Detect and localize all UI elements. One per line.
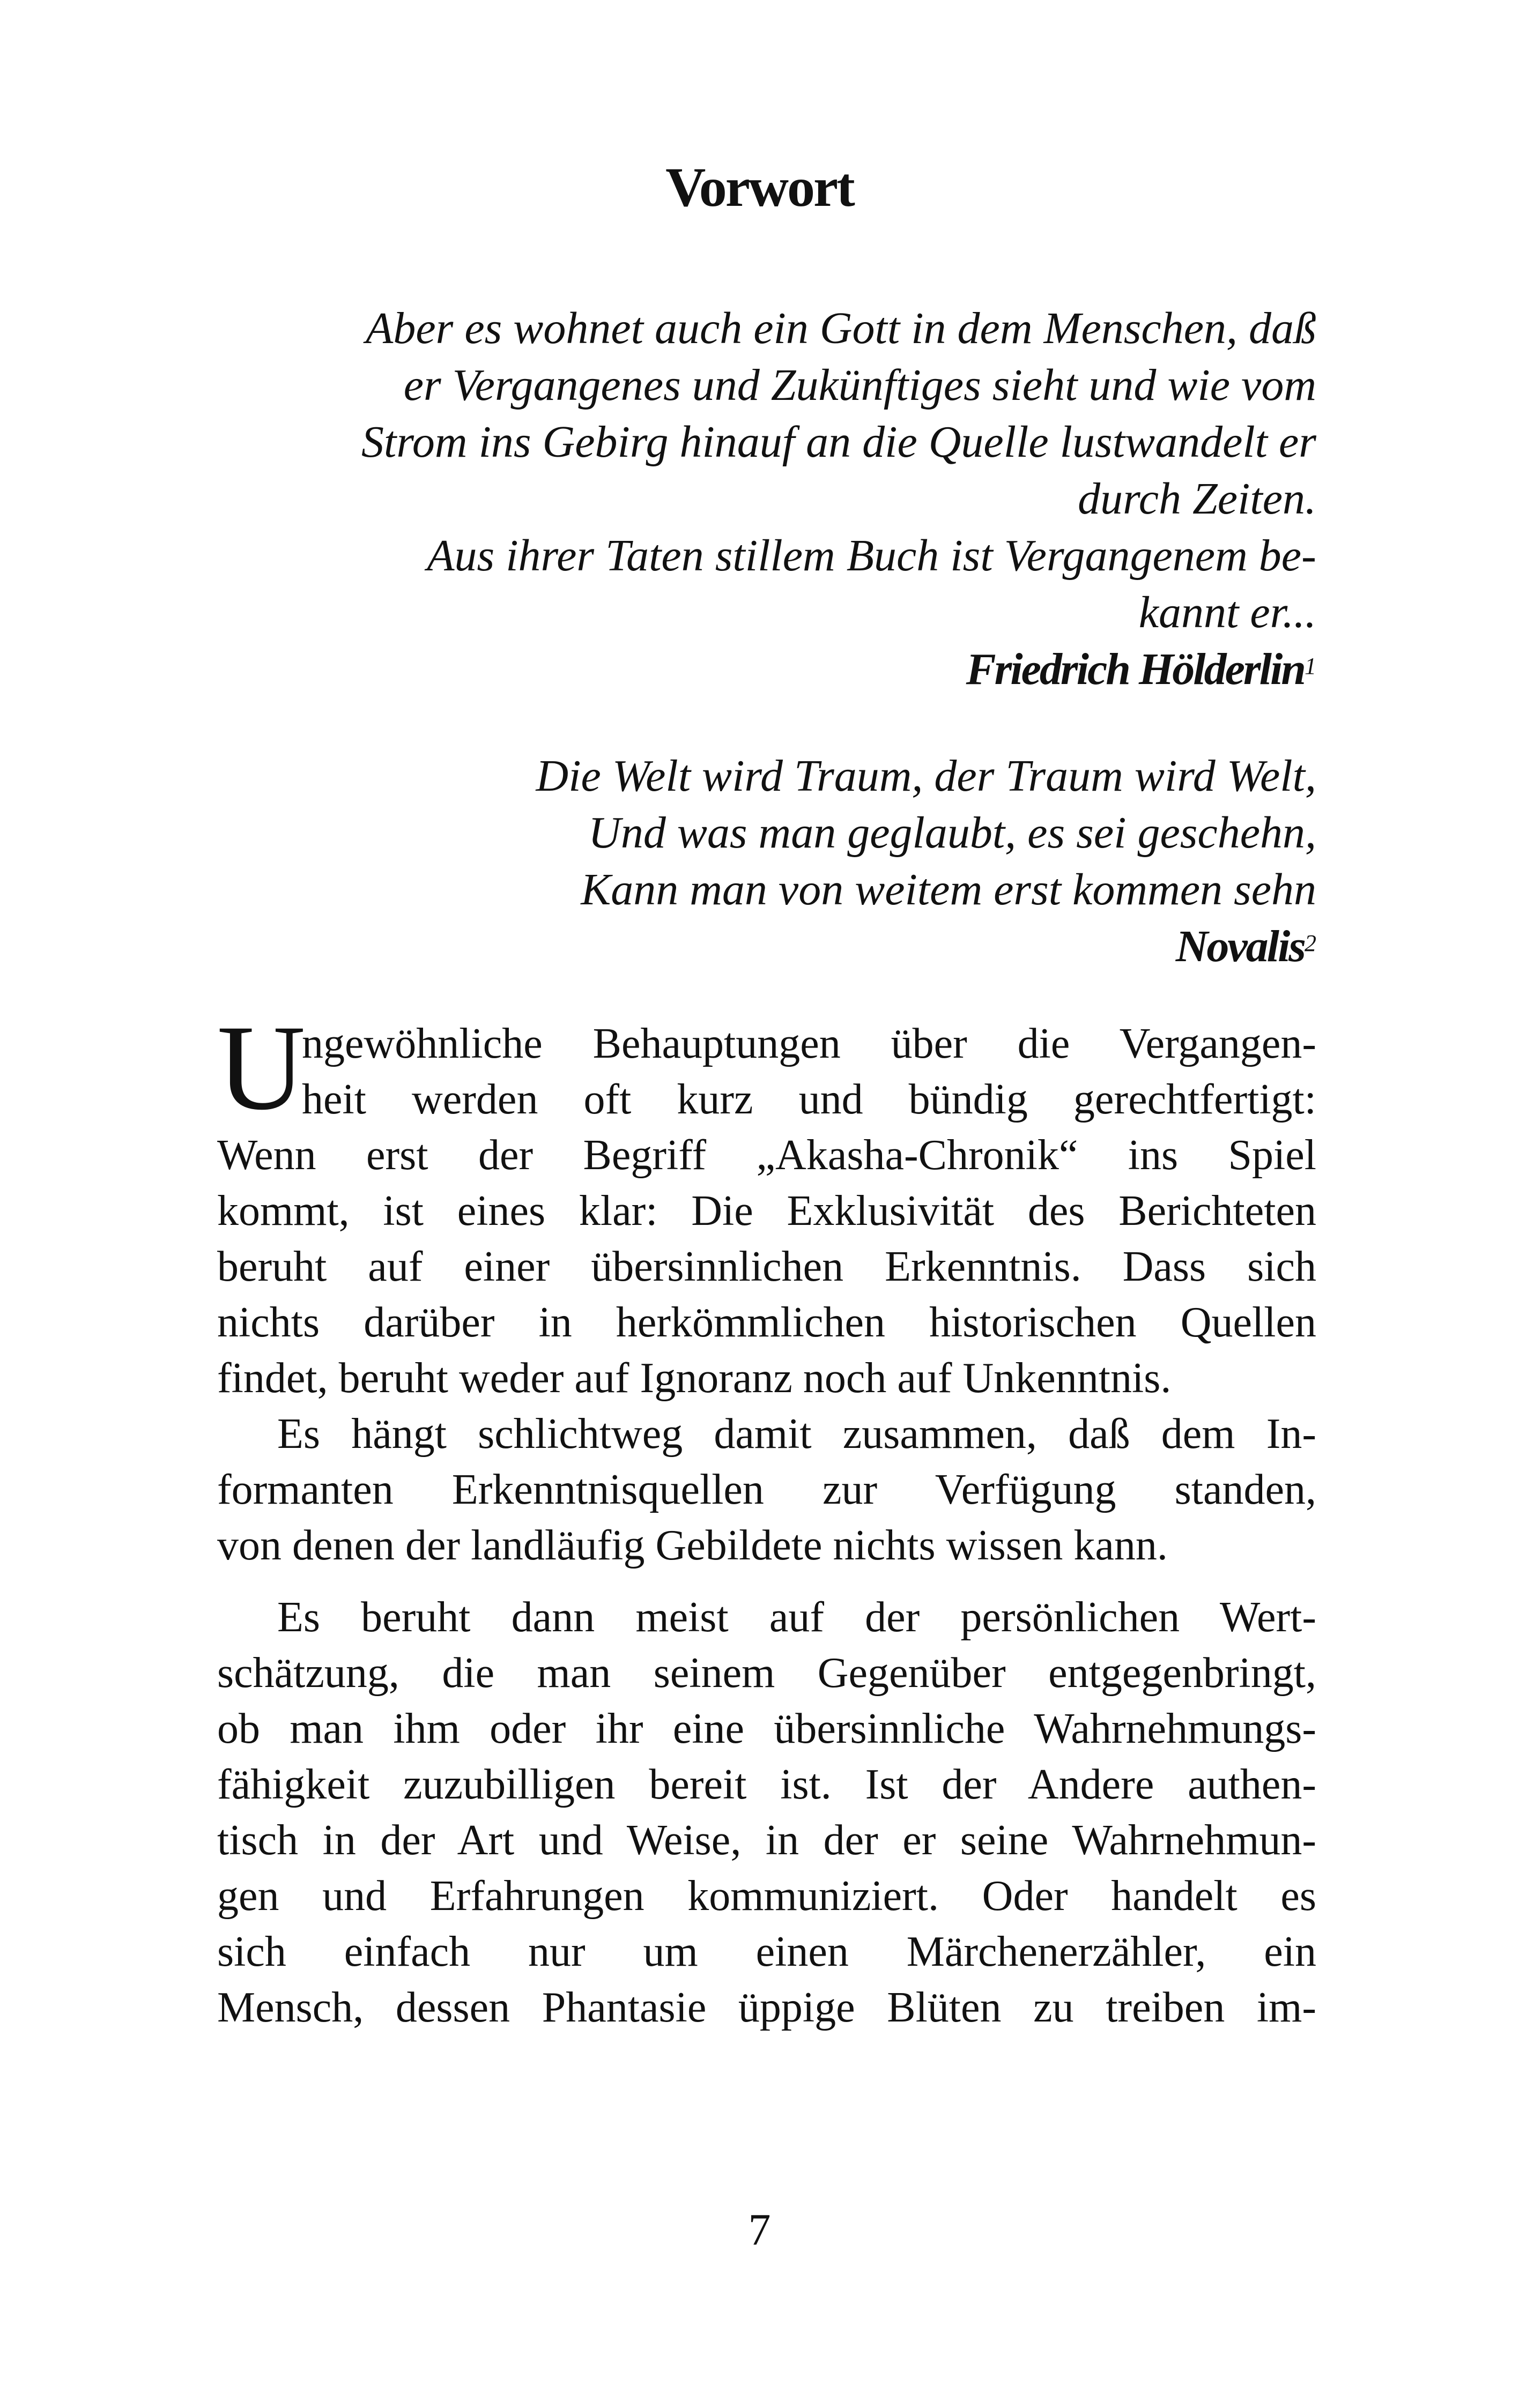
- paragraph-3: [217, 1589, 1316, 2035]
- page-title: Vorwort: [665, 157, 854, 218]
- text-line: Mensch, dessen Phantasie üppige Blüten zu treiben im-: [217, 1984, 1316, 2031]
- paragraph-2: [217, 1406, 1316, 1573]
- dropcap-block: [217, 1000, 1316, 1135]
- text-line: nichts darüber in herkömmlichen historischen Quellen: [217, 1299, 1316, 1346]
- text-line: Es beruht dann meist auf der persönlichen Wert-: [277, 1594, 1316, 1641]
- drop-cap: U: [217, 1000, 306, 1135]
- text-line: beruht auf einer übersinnlichen Erkenntnis. Dass sich: [217, 1243, 1316, 1290]
- text-line: heit werden oft kurz und bündig gerechtfertigt:: [302, 1076, 1316, 1123]
- text-line: Wenn erst der Begriff „Akasha-Chronik“ ins Spiel: [217, 1132, 1316, 1179]
- epigraph-author: [268, 641, 1316, 698]
- text-line: ngewöhnliche Behauptungen über die Vergangen-: [302, 1020, 1316, 1067]
- epigraph-line: Aber es wohnet auch ein Gott in dem Menschen, daß: [366, 303, 1316, 353]
- text-line: formanten Erkenntnisquellen zur Verfügung standen,: [217, 1466, 1316, 1513]
- epigraph-line: er Vergangenes und Zukünftiges sieht und wie vom: [403, 360, 1316, 410]
- epigraph-novalis: [268, 748, 1316, 975]
- text-line: kommt, ist eines klar: Die Exklusivität des Berichteten: [217, 1187, 1316, 1235]
- text-line: sich einfach nur um einen Märchenerzähler, ein: [217, 1928, 1316, 1975]
- text-line: von denen der landläufig Gebildete nichts wissen kann.: [217, 1522, 1168, 1569]
- text-line: schätzung, die man seinem Gegenüber entgegenbringt,: [217, 1649, 1316, 1697]
- epigraph-line: Aus ihrer Taten stillem Buch ist Vergangenem be-: [427, 531, 1316, 581]
- footnote-marker[interactable]: 1: [1305, 653, 1316, 679]
- text-line: gen und Erfahrungen kommuniziert. Oder handelt es: [217, 1872, 1316, 1920]
- text-line: tisch in der Art und Weise, in der er seine Wahrnehmun-: [217, 1817, 1316, 1864]
- epigraph-line: Und was man geglaubt, es sei geschehn,: [588, 808, 1316, 858]
- epigraph-hoelderlin: [268, 300, 1316, 698]
- epigraph-line: Die Welt wird Traum, der Traum wird Welt,: [536, 751, 1316, 801]
- text-line: findet, beruht weder auf Ignoranz noch auf Unkenntnis.: [217, 1355, 1172, 1402]
- paragraph-1: [217, 1000, 1316, 1406]
- epigraph-line: Kann man von weitem erst kommen sehn: [581, 865, 1316, 915]
- epigraph-author: [268, 918, 1316, 975]
- paragraph-gap: [217, 1573, 1316, 1589]
- text-line: Es hängt schlichtweg damit zusammen, daß dem In-: [277, 1410, 1316, 1458]
- page-number: 7: [748, 2205, 771, 2255]
- epigraph-author-name: Novalis: [1175, 921, 1305, 971]
- epigraph-line: Strom ins Gebirg hinauf an die Quelle lustwandelt er: [361, 417, 1316, 467]
- body-text: [217, 1000, 1316, 2035]
- text-line: fähigkeit zuzubilligen bereit ist. Ist der Andere authen-: [217, 1761, 1316, 1808]
- epigraph-author-name: Friedrich Hölderlin: [966, 644, 1305, 694]
- epigraph-line: durch Zeiten.: [1078, 474, 1316, 524]
- footnote-marker[interactable]: 2: [1305, 930, 1316, 956]
- epigraph-line: kannt er...: [1138, 588, 1316, 637]
- text-line: ob man ihm oder ihr eine übersinnliche Wahrnehmungs-: [217, 1705, 1316, 1752]
